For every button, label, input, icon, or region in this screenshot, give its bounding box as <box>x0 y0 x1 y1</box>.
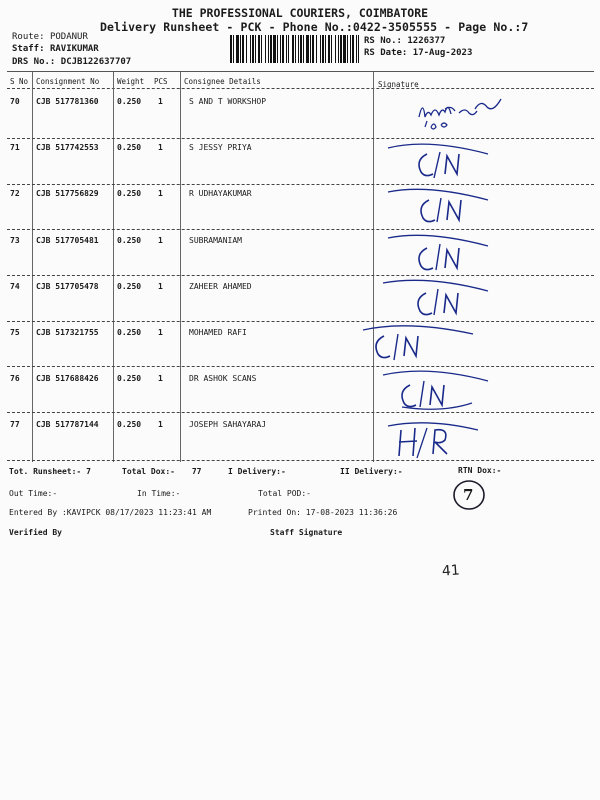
row-consignment: CJB 517705478 <box>36 282 99 291</box>
row-signature <box>385 140 495 182</box>
row-signature <box>415 95 515 137</box>
drs-value: DCJB122637707 <box>60 57 132 67</box>
row-divider <box>7 229 594 230</box>
row-consignee: S JESSY PRIYA <box>189 143 252 152</box>
handwritten-signature-cn <box>385 140 495 182</box>
row-consignment: CJB 517742553 <box>36 143 99 152</box>
row-consignee: R UDHAYAKUMAR <box>189 189 252 198</box>
total-dox <box>122 467 201 476</box>
ii-delivery: II Delivery:- <box>340 467 403 476</box>
staff-label: Staff: <box>12 44 45 54</box>
entered-by: Entered By :KAVIPCK 08/17/2023 11:23:41 AM <box>9 508 212 517</box>
row-weight: 0.250 <box>117 420 142 429</box>
row-consignment: CJB 517688426 <box>36 374 99 383</box>
row-pcs: 1 <box>158 282 163 291</box>
handwritten-signature-cn <box>385 186 495 228</box>
printed-on: Printed On: 17-08-2023 11:36:26 <box>248 508 398 517</box>
rtn-dox: RTN Dox:- <box>458 466 502 475</box>
row-consignee: S AND T WORKSHOP <box>189 97 267 106</box>
verified-by: Verified By <box>9 528 62 537</box>
row-divider <box>7 366 594 367</box>
handwritten-signature-cn <box>380 277 495 321</box>
row-sno: 74 <box>10 282 20 291</box>
rs-date-value: 17-Aug-2023 <box>412 48 473 58</box>
rs-no-line <box>364 36 445 46</box>
table-top-rule <box>7 71 594 72</box>
staff-signature-label: Staff Signature <box>270 528 343 537</box>
row-pcs: 1 <box>158 328 163 337</box>
handwritten-signature-cn <box>360 322 480 366</box>
company-title: THE PROFESSIONAL COURIERS, COIMBATORE <box>171 6 429 20</box>
row-sno: 73 <box>10 236 20 245</box>
runsheet-subtitle: Delivery Runsheet - PCK - Phone No.:0422-3505555 - Page No.:7 <box>100 20 529 34</box>
row-pcs: 1 <box>158 374 163 383</box>
row-consignee: MOHAMED RAFI <box>189 328 247 337</box>
row-pcs: 1 <box>158 143 163 152</box>
row-divider <box>7 321 594 322</box>
circled-number-text: 7 <box>463 486 474 504</box>
row-divider <box>7 138 594 139</box>
row-sno: 77 <box>10 420 20 429</box>
in-time: In Time:- <box>137 489 181 498</box>
row-consignment: CJB 517781360 <box>36 97 99 106</box>
i-delivery: I Delivery:- <box>228 467 286 476</box>
table-bottom-rule <box>7 460 594 461</box>
row-consignment: CJB 517321755 <box>36 328 99 337</box>
tot-runsheet: Tot. Runsheet:- 7 <box>9 467 91 476</box>
row-weight: 0.250 <box>117 282 142 291</box>
row-divider <box>7 275 594 276</box>
rs-date-label: RS Date: <box>364 48 408 58</box>
circled-number <box>451 478 487 512</box>
col-header-sno: S No <box>10 77 29 86</box>
drs-line <box>12 57 131 67</box>
total-dox-label: Total Dox:- <box>122 467 175 476</box>
col-header-weight: Weight <box>117 77 145 86</box>
row-pcs: 1 <box>158 236 163 245</box>
row-sno: 72 <box>10 189 20 198</box>
rs-no-value: 1226377 <box>407 36 446 46</box>
row-sno: 71 <box>10 143 20 152</box>
row-signature <box>380 367 495 413</box>
row-sno: 70 <box>10 97 20 106</box>
col-divider <box>32 72 33 462</box>
col-header-consignment: Consignment No <box>36 77 100 86</box>
row-sno: 75 <box>10 328 20 337</box>
row-signature <box>385 418 485 462</box>
row-consignee: ZAHEER AHAMED <box>189 282 252 291</box>
table-header-rule <box>7 88 594 89</box>
handwritten-page-note: 41 <box>441 562 461 580</box>
row-divider <box>7 184 594 185</box>
row-consignment: CJB 517756829 <box>36 189 99 198</box>
route-line <box>12 32 88 42</box>
staff-line <box>12 44 99 54</box>
row-consignee: DR ASHOK SCANS <box>189 374 257 383</box>
row-signature <box>385 186 495 228</box>
route-label: Route: <box>12 32 45 42</box>
row-consignment: CJB 517705481 <box>36 236 99 245</box>
row-weight: 0.250 <box>117 236 142 245</box>
row-weight: 0.250 <box>117 189 142 198</box>
row-signature <box>360 322 480 366</box>
row-signature <box>380 277 495 321</box>
row-consignee: JOSEPH SAHAYARAJ <box>189 420 267 429</box>
barcode <box>230 35 360 63</box>
rs-date-line <box>364 48 472 58</box>
col-divider <box>113 72 114 462</box>
col-divider <box>180 72 181 462</box>
row-consignment: CJB 517787144 <box>36 420 99 429</box>
col-divider <box>373 72 374 462</box>
drs-label: DRS No.: <box>12 57 56 67</box>
total-pod: Total POD:- <box>258 489 311 498</box>
row-weight: 0.250 <box>117 328 142 337</box>
handwritten-signature-hr <box>385 418 485 462</box>
row-weight: 0.250 <box>117 97 142 106</box>
handwritten-signature-cn <box>385 232 495 276</box>
col-header-pcs: PCS <box>154 77 168 86</box>
total-dox-value: 77 <box>191 467 202 476</box>
row-weight: 0.250 <box>117 143 142 152</box>
handwritten-signature-keerthu <box>415 95 515 137</box>
row-weight: 0.250 <box>117 374 142 383</box>
row-signature <box>385 232 495 276</box>
row-sno: 76 <box>10 374 20 383</box>
handwritten-signature-cn <box>380 367 495 413</box>
row-pcs: 1 <box>158 420 163 429</box>
row-pcs: 1 <box>158 97 163 106</box>
row-divider <box>7 412 594 413</box>
rs-no-label: RS No.: <box>364 36 402 46</box>
row-consignee: SUBRAMANIAM <box>189 236 242 245</box>
row-pcs: 1 <box>158 189 163 198</box>
staff-value: RAVIKUMAR <box>49 44 99 54</box>
col-header-consignee: Consignee Details <box>184 77 261 86</box>
route-value: PODANUR <box>49 32 88 42</box>
col-header-signature: Signature <box>378 80 419 89</box>
out-time: Out Time:- <box>9 489 58 498</box>
